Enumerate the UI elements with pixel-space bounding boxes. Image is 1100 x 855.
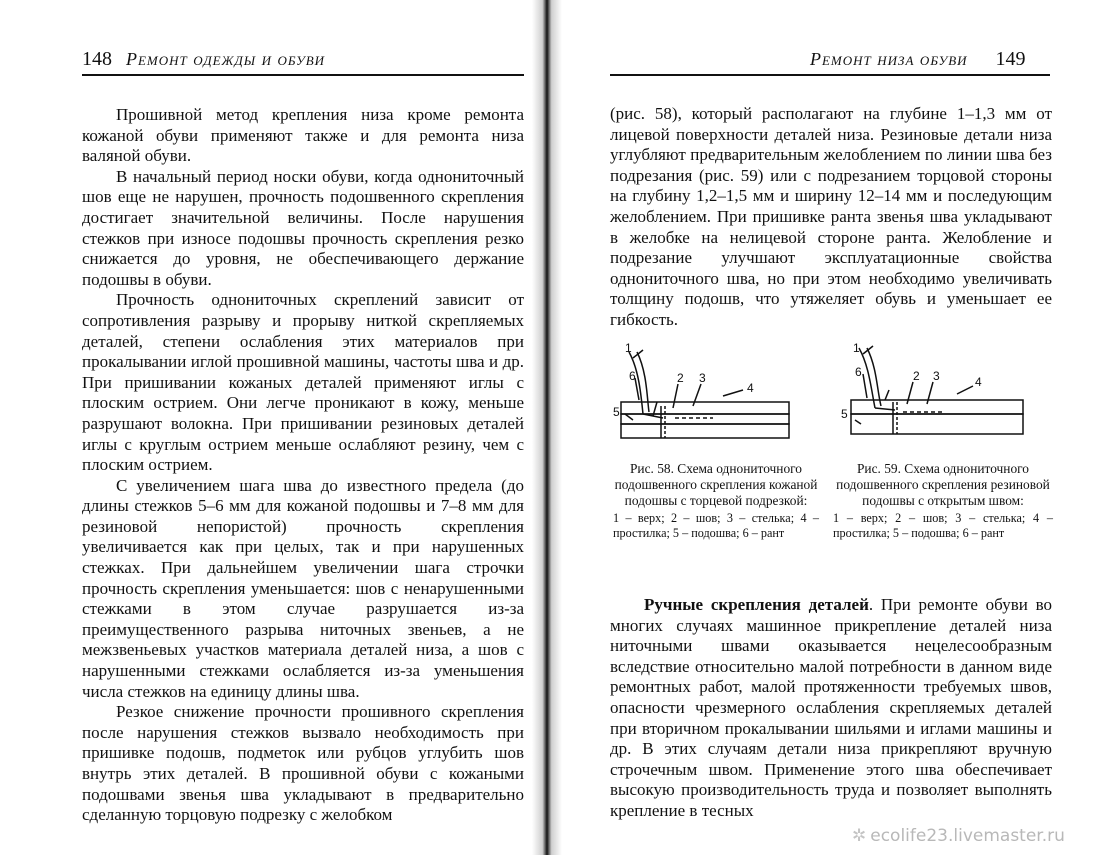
paragraph: Прочность однониточных скреплений зависит от сопротивления разрыву и прорыву ниткой скрепляемых деталей, степени ослабления этих материалов при прокалывании иглой прошивной машины, частоты шва и др. При пришивании кожаных деталей применяют иглы с плоским острием. Они легче проникают в кожу, меньше разрушают волокна. При пришивании резиновых деталей иглы с круглым острием меньше ослабляют резину, чем с плоским острием.: [82, 290, 524, 475]
left-body-text: [82, 105, 524, 826]
figure-58-label-5: 5: [613, 405, 620, 419]
paragraph: (рис. 58), который располагают на глубине 1–1,3 мм от лицевой поверхности деталей низа. Резиновые детали низа углубляют предварительным желоблением по линии шва без подрезания (рис. 59) или с подрезанием торцовой стороны на глубину 1,2–1,5 мм и ширину 12–14 мм и последующим желоблением. При пришивке ранта звенья шва укладывают в желобке на нелицевой стороне ранта. Желобление и подрезание улучшают эксплуатационные свойства однониточного шва, но при этом необходимо увеличивать толщину подошв, что утяжеляет обувь и уменьшает ее гибкость.: [610, 104, 1052, 329]
figure-59-diagram: [833, 340, 1053, 455]
left-running-head: [82, 48, 325, 71]
right-page-number: 149: [995, 48, 1026, 70]
figure-59: [833, 340, 1053, 540]
right-body-text-bottom: [610, 595, 1052, 822]
gear-icon: ✲: [852, 826, 867, 846]
right-page: [555, 0, 1100, 855]
figure-58-label-4: 4: [747, 381, 754, 395]
paragraph: Прошивной метод крепления низа кроме ремонта кожаной обуви применяют также и для ремонта низа валяной обуви.: [82, 105, 524, 166]
figure-59-label-4: 4: [975, 375, 982, 389]
figure-58-label-3: 3: [699, 371, 706, 385]
figure-58-label-2: 2: [677, 371, 684, 385]
figure-59-legend: 1 – верх; 2 – шов; 3 – стелька; 4 – простилка; 5 – подошва; 6 – рант: [833, 511, 1053, 540]
paragraph: [610, 595, 1052, 822]
section-text: . При ремонте обуви во многих случаях машинное прикрепление деталей низа ниточными швами оказывается нецелесообразным вследствие относительно малой потребности в данном виде ремонтных работ, малой протяженности требуемых швов, опасности чрезмерного ослабления скрепляемых деталей при вторичном прокалывании шильями и иглами машины и др. В этих случаям детали низа прикрепляют вручную строчечным швом. Применение этого шва обеспечивает высокую производительность труда и позволяет выполнять крепление в тесных: [610, 595, 1052, 820]
paragraph: С увеличением шага шва до известного предела (до длины стежков 5–6 мм для кожаной подошвы и 7–8 мм для резиновой непористой) прочность скрепления увеличивается как при целых, так и при нарушенных стежках. При дальнейшем увеличении шага строчки прочность скрепления уменьшается: шов с ненарушенными стежками в этом случае разрушается из-за преимущественного разрыва ниточных звеньев, а не межзвеньевых участков материала деталей низа, а шов с нарушенными стежками ослабляется из-за уменьшения числа стежков на единицу длины шва.: [82, 475, 524, 701]
figure-59-label-5: 5: [841, 407, 848, 421]
right-running-title: Ремонт низа обуви: [810, 49, 968, 69]
figure-59-label-2: 2: [913, 369, 920, 383]
left-page-number: 148: [82, 48, 112, 70]
right-header-rule: [610, 74, 1050, 76]
section-heading: Ручные скрепления деталей: [644, 595, 869, 614]
figure-58: [613, 340, 819, 540]
figure-58-legend: 1 – верх; 2 – шов; 3 – стелька; 4 – простилка; 5 – подошва; 6 – рант: [613, 511, 819, 540]
left-header-rule: [82, 74, 524, 76]
watermark: [852, 826, 1065, 846]
paragraph: Резкое снижение прочности прошивного скрепления после нарушения стежков вызвало необходимость при пришивке подошв, подметок или рубцов углубить шов внутрь этих деталей. В прошивной обуви с кожаными подошвами звенья шва укладывают в предварительно сделанную торцовую подрезку с желобком: [82, 702, 524, 825]
left-page: [0, 0, 545, 855]
left-running-title: Ремонт одежды и обуви: [126, 49, 326, 69]
figure-58-caption: Рис. 58. Схема однониточного подошвенного скрепления кожаной подошвы с торцевой подрезкой:: [614, 461, 818, 508]
figure-59-label-3: 3: [933, 369, 940, 383]
figure-58-label-1: 1: [625, 341, 632, 355]
right-running-head: [810, 48, 1026, 71]
figure-58-label-6: 6: [629, 369, 636, 383]
figure-58-diagram: [613, 340, 819, 455]
figure-59-caption: Рис. 59. Схема однониточного подошвенного скрепления резиновой подошвы с открытым швом:: [836, 461, 1050, 508]
paragraph: В начальный период носки обуви, когда однониточный шов еще не нарушен, прочность подошвенного скрепления достигает значительной величины. После нарушения стежков при износе подошвы прочность скрепления резко снижается до уровня, не обеспечивающего держание подошвы в обуви.: [82, 166, 524, 289]
right-body-text-top: [610, 104, 1052, 331]
figure-59-label-1: 1: [853, 341, 860, 355]
watermark-text: ecolife23.livemaster.ru: [870, 826, 1065, 846]
figure-59-label-6: 6: [855, 365, 862, 379]
